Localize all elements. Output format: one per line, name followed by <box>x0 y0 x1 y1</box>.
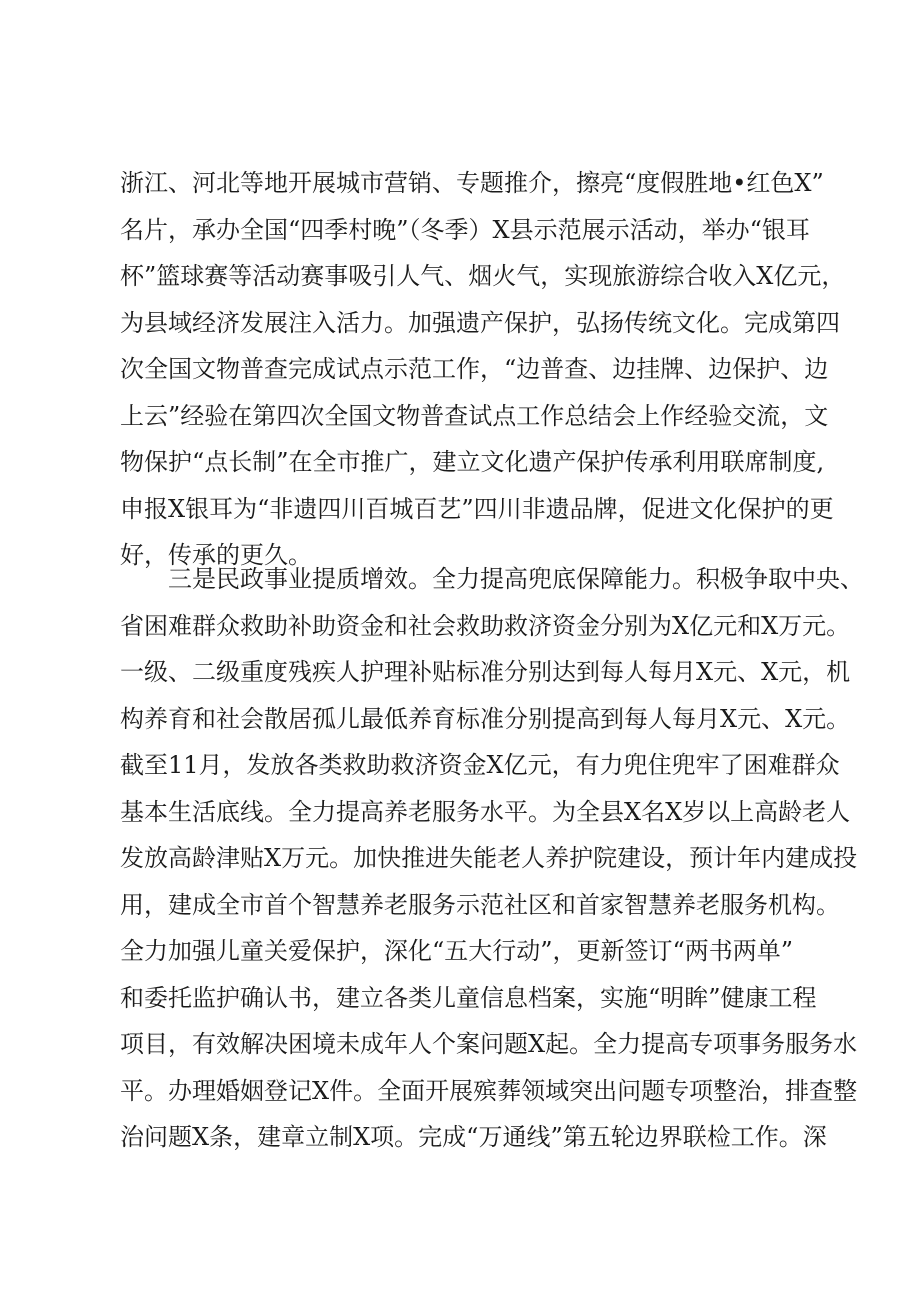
paragraph-line: 构养育和社会散居孤儿最低养育标准分别提高到每人每月X元、X元。 <box>120 704 851 733</box>
paragraph-line: 名片，承办全国“四季村晚”（冬季）X县示范展示活动，举办“银耳 <box>120 215 810 244</box>
paragraph-line: 一级、二级重度残疾人护理补贴标准分别达到每人每月X元、X元，机 <box>120 658 851 686</box>
paragraph-line: 省困难群众救助补助资金和社会救助救济资金分别为X亿元和X万元。 <box>120 611 851 640</box>
paragraph-tourism-culture <box>120 160 846 579</box>
paragraph-line: 治问题X条，建章立制X项。完成“万通线”第五轮边界联检工作。深 <box>120 1123 827 1151</box>
paragraph-line: 申报X银耳为“非遗四川百城百艺”四川非遗品牌，促进文化保护的更 <box>120 494 834 523</box>
paragraph-line: 上云”经验在第四次全国文物普查试点工作总结会上作经验交流，文 <box>120 401 829 430</box>
paragraph-line: 浙江、河北等地开展城市营销、专题推介，擦亮“度假胜地•红色X” <box>120 169 824 197</box>
paragraph-line: 和委托监护确认书，建立各类儿童信息档案，实施“明眸”健康工程 <box>120 983 817 1012</box>
paragraph-line: 三是民政事业提质增效。全力提高兜底保障能力。积极争取中央、 <box>168 565 864 593</box>
paragraph-line: 截至11月，发放各类救助救济资金X亿元，有力兜住兜牢了困难群众 <box>120 751 840 779</box>
paragraph-line: 项目，有效解决困境未成年人个案问题X起。全力提高专项事务服务水 <box>120 1030 858 1058</box>
paragraph-line: 好，传承的更久。 <box>120 541 312 569</box>
paragraph-line: 基本生活底线。全力提高养老服务水平。为全县X名X岁以上高龄老人 <box>120 797 851 826</box>
paragraph-line: 物保护“点长制”在全市推广，建立文化遗产保护传承利用联席制度, <box>120 448 825 476</box>
paragraph-line: 次全国文物普查完成试点示范工作，“边普查、边挂牌、边保护、边 <box>120 355 829 383</box>
paragraph-line: 全力加强儿童关爱保护，深化“五大行动”，更新签订“两书两单” <box>120 937 794 965</box>
paragraph-line: 杯”篮球赛等活动赛事吸引人气、烟火气，实现旅游综合收入X亿元， <box>120 262 846 290</box>
paragraph-line: 为县域经济发展注入活力。加强遗产保护，弘扬传统文化。完成第四 <box>120 308 840 337</box>
paragraph-civil-affairs <box>120 556 864 1161</box>
paragraph-line: 用，建成全市首个智慧养老服务示范社区和首家智慧养老服务机构。 <box>120 890 840 919</box>
paragraph-line: 发放高龄津贴X万元。加快推进失能老人养护院建设，预计年内建成投 <box>120 844 858 872</box>
paragraph-line: 平。办理婚姻登记X件。全面开展殡葬领域突出问题专项整治，排查整 <box>120 1076 858 1105</box>
